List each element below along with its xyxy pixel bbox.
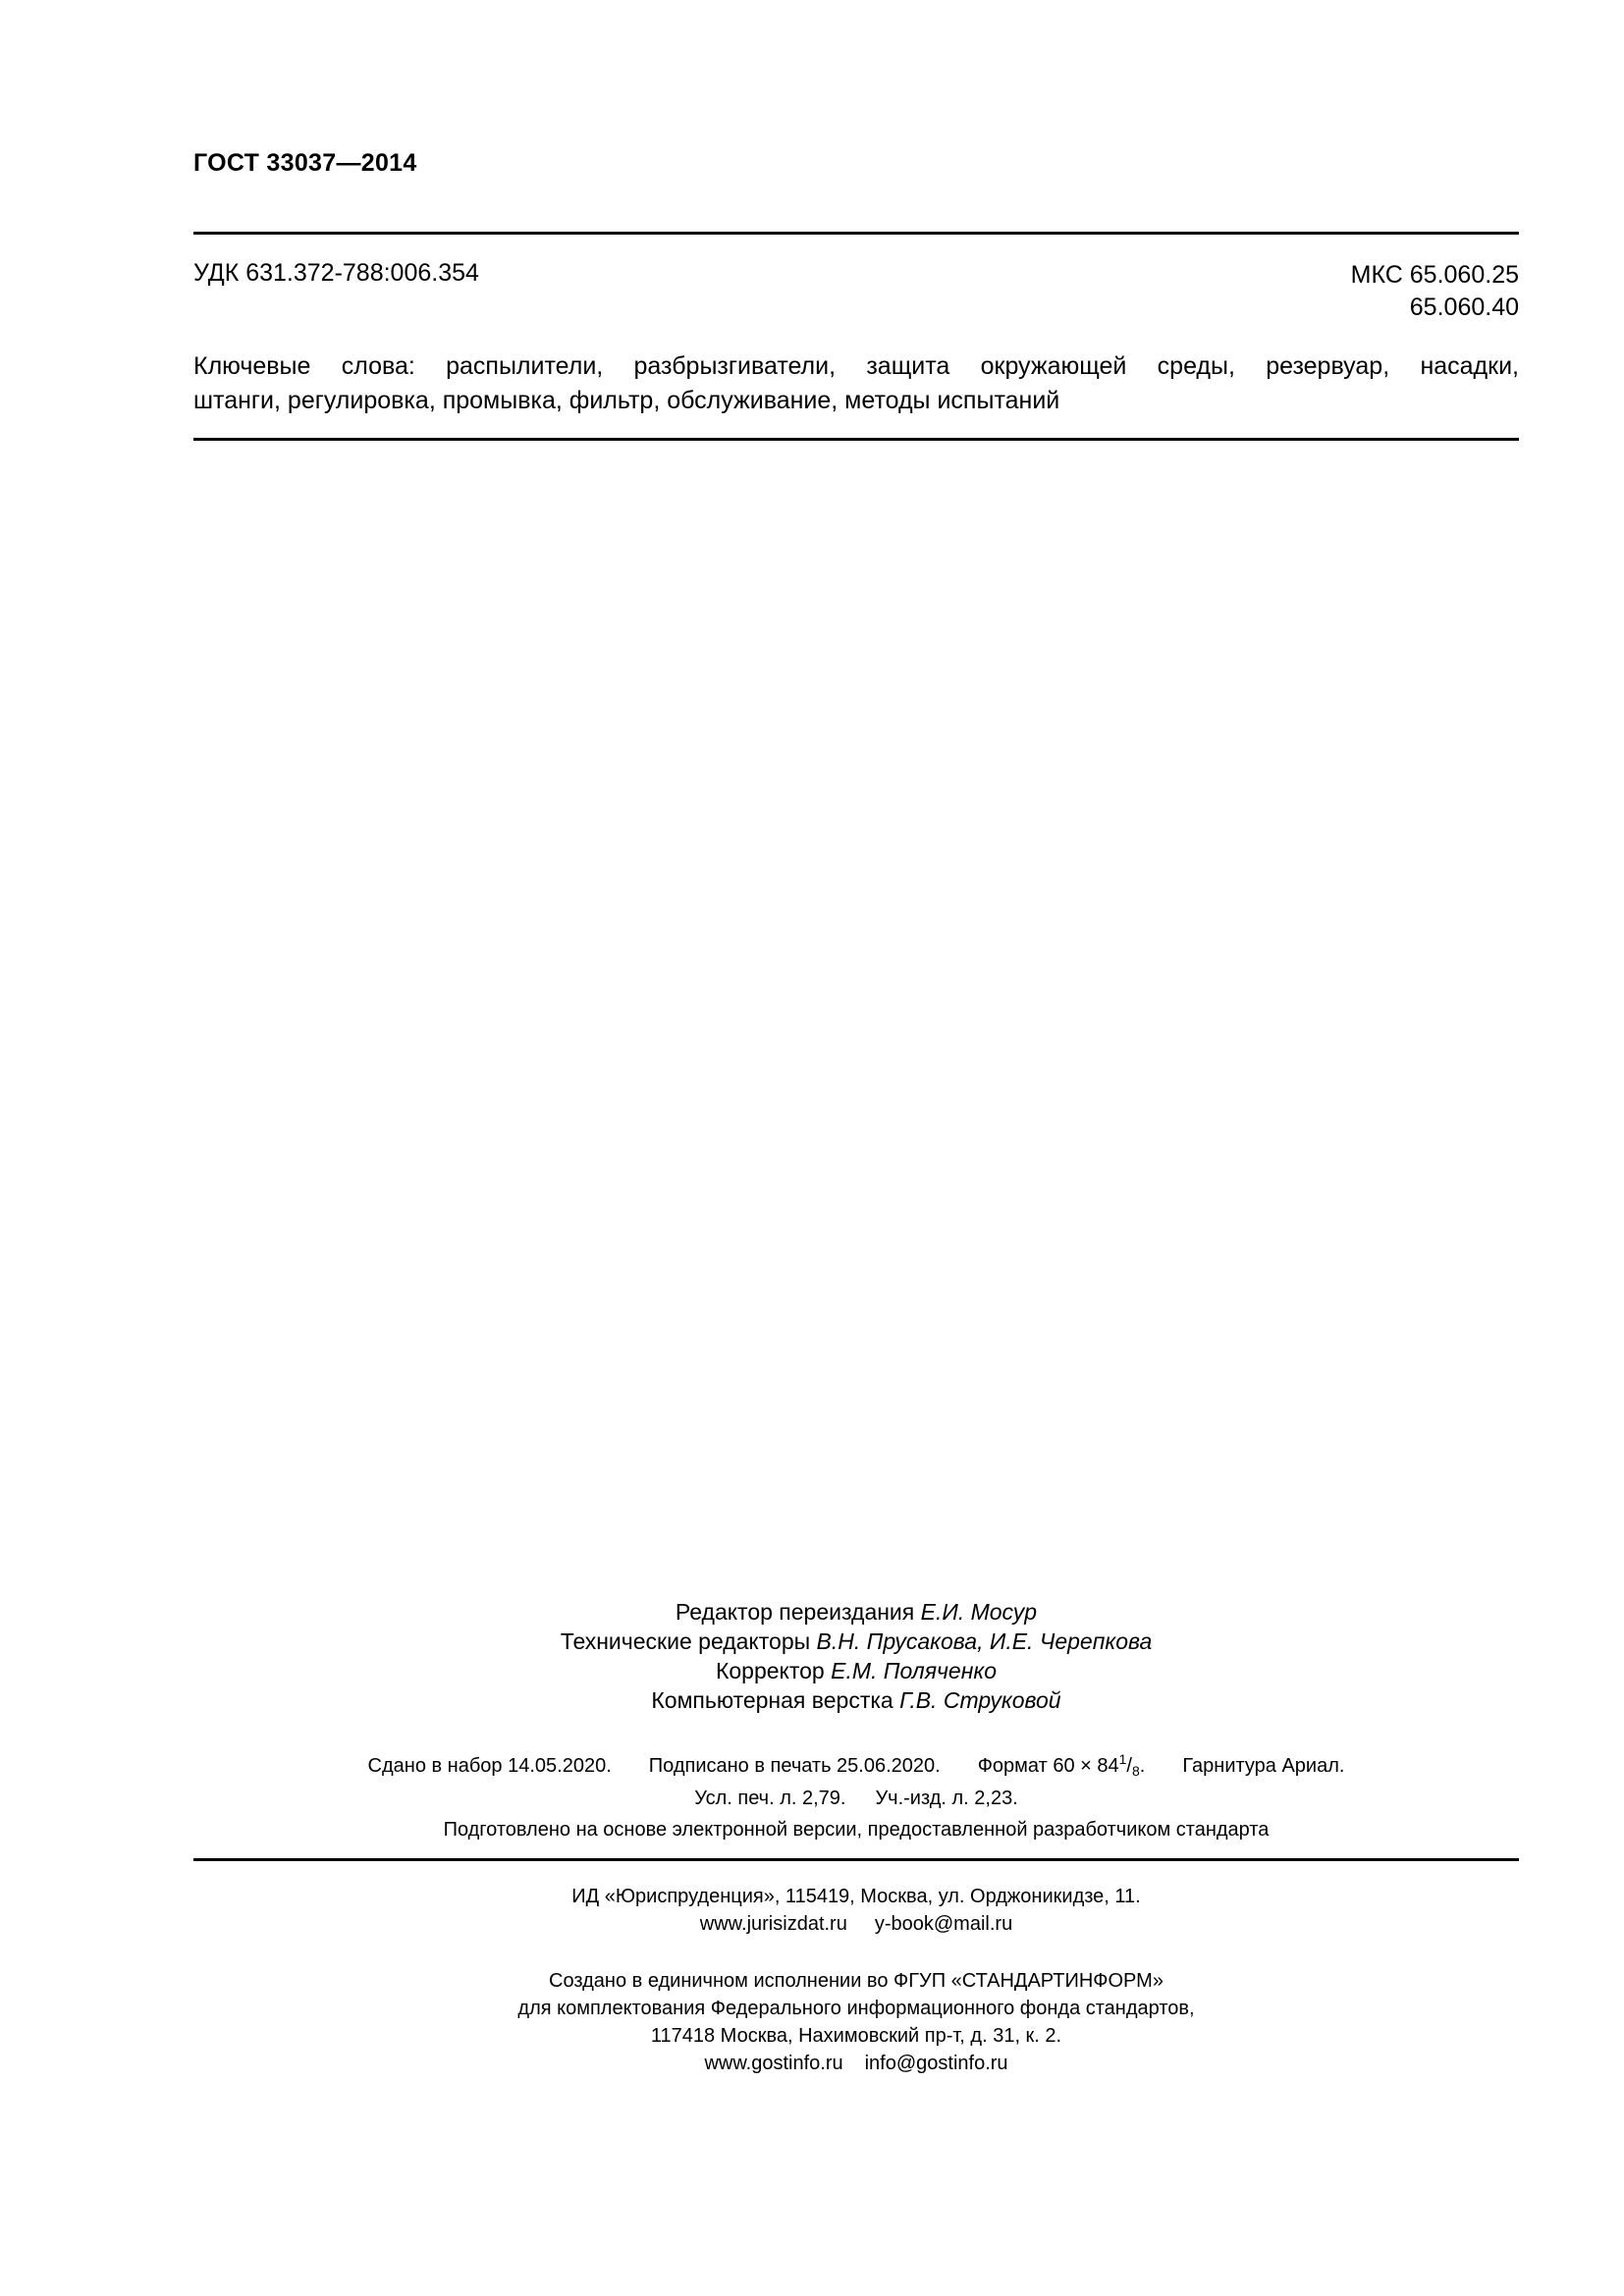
publisher-block [193,1883,1519,1938]
gostinfo-site-link[interactable]: www.gostinfo.ru [704,2053,843,2074]
publisher-address: ИД «Юриспруденция», 115419, Москва, ул. Орджоникидзе, 11. [571,1886,1141,1907]
print-sheets: Усл. печ. л. 2,79. [694,1788,846,1809]
publisher-contacts [193,1910,1519,1938]
created-block [193,1967,1519,2077]
layout-name: Г.В. Струковой [899,1687,1061,1713]
mks-codes [1351,259,1519,324]
typeset-date: Сдано в набор 14.05.2020. [367,1755,612,1777]
print-info-line-1 [193,1745,1519,1785]
keywords-line-2: штанги, регулировка, промывка, фильтр, обслуживание, методы испытаний [193,387,1060,414]
mks-code-1: МКС 65.060.25 [1350,261,1519,289]
corrector-line [193,1656,1519,1685]
keywords-divider [193,438,1519,441]
mks-code-2: 65.060.40 [1409,294,1519,321]
editor-label: Редактор переиздания [675,1599,915,1625]
signed-date: Подписано в печать 25.06.2020. [648,1755,941,1777]
editor-line [193,1597,1519,1627]
corrector-name: Е.М. Поляченко [831,1658,998,1683]
corrector-label: Корректор [715,1658,825,1683]
created-line-1: Создано в единичном исполнении во ФГУП «СТАНДАРТИНФОРМ» [549,1970,1164,1992]
editor-name: Е.И. Мосур [920,1599,1038,1625]
credits-block [193,1597,1519,1715]
publishing-sheets: Уч.-изд. л. 2,23. [875,1788,1018,1809]
tech-editors-line [193,1627,1519,1656]
top-divider [193,232,1519,235]
created-line-2: для комплектования Федерального информационного фонда стандартов, [517,1998,1195,2019]
keywords-line-1: Ключевые слова: распылители, разбрызгиватели, защита окружающей среды, резервуар, насадки, [193,352,1519,380]
print-info-line-2 [193,1785,1519,1812]
format-value: Формат $60 \times 84^1/_8$. [977,1751,1146,1779]
udk-code: УДК 631.372-788:006.354 [193,259,479,287]
prepared-note: Подготовлено на основе электронной версии, предоставленной разработчиком стандарта [443,1819,1270,1841]
layout-line [193,1685,1519,1715]
tech-editors-label: Технические редакторы [560,1629,811,1654]
publisher-site-link[interactable]: www.jurisizdat.ru [699,1913,847,1935]
created-contacts [193,2050,1519,2077]
standard-title: ГОСТ 33037—2014 [193,149,417,177]
footer-divider [193,1858,1519,1861]
created-line-3: 117418 Москва, Нахимовский пр-т, д. 31, к. 2. [650,2025,1062,2047]
print-info [193,1745,1519,1812]
gostinfo-email-link[interactable]: info@gostinfo.ru [864,2053,1008,2074]
tech-editors-names: В.Н. Прусакова, И.Е. Черепкова [816,1629,1153,1654]
publisher-email-link[interactable]: y-book@mail.ru [874,1913,1013,1935]
keywords [193,349,1519,418]
layout-label: Компьютерная верстка [651,1687,893,1713]
typeface: Гарнитура Ариал. [1182,1755,1345,1777]
